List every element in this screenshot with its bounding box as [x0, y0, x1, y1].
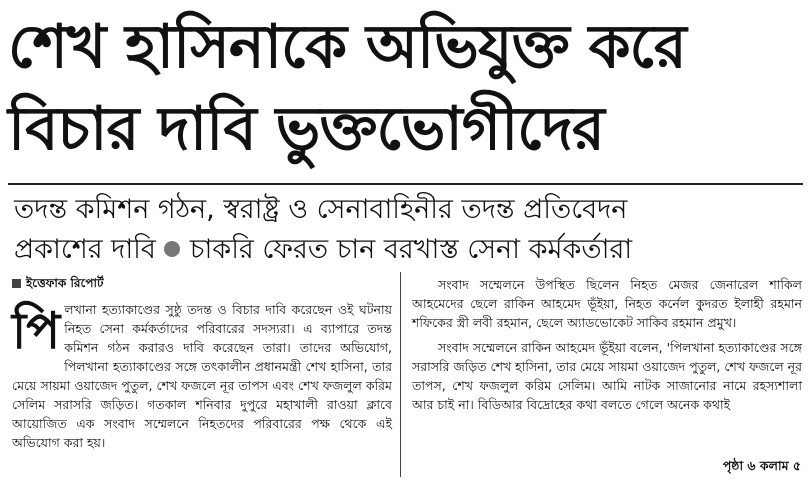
- square-bullet-icon: [12, 279, 21, 288]
- article-body-left: লখানা হত্যাকাণ্ডের সুষ্ঠু তদন্ত ও বিচার দাবি করেছেন ওই ঘটনায় নিহত সেনা কর্মকর্তাদের পরিবারের সদস্যরা। এ ব্যাপারে তদন্ত কমিশন গঠন করারও দাবি করেছেন তারা। তাদের অভিযোগ, পিলখানা হত্যাকাণ্ডের সঙ্গে তৎকালীন প্রধানমন্ত্রী শেখ হাসিনা, তার মেয়ে সায়মা ওয়াজেদ পুতুল, শেখ ফজলে নূর তাপস এবং শেখ ফজলুল করিম সেলিম সরাসরি জড়িত। গতকাল শনিবার দুপুরে মহাখালী রাওয়া ক্লাবে আয়োজিত এক সংবাদ সম্মেলনে নিহতদের পরিবারের পক্ষ থেকে এই অভিযোগ করা হয়।: [12, 302, 392, 450]
- reporter-name: ইত্তেফাক রিপোর্ট: [26, 276, 104, 290]
- subheadline-line-1: তদন্ত কমিশন গঠন, স্বরাষ্ট্র ও সেনাবাহিনীর তদন্ত প্রতিবেদন: [14, 194, 628, 225]
- headline-line-2: বিচার দাবি ভুক্তভোগীদের: [8, 94, 604, 164]
- subheadline-part-b: চাকরি ফেরত চান বরখাস্ত সেনা কর্মকর্তারা: [189, 234, 633, 265]
- article-column-left: [12, 300, 392, 452]
- subheadline-part-a: প্রকাশের দাবি: [14, 234, 156, 265]
- article-paragraph-1: সংবাদ সম্মেলনে উপস্থিত ছিলেন নিহত মেজর জেনারেল শাকিল আহমেদের ছেলে রাকিন আহমেদ ভূঁইয়া, নিহত কর্নেল কুদরত ইলাহী রহমান শফিকের স্ত্রী লবী রহমান, ছেলে অ্যাডভোকেট সাকিব রহমান প্রমুখ।: [412, 277, 802, 330]
- continued-on-page: পৃষ্ঠা ৬ কলাম ৫: [722, 458, 801, 473]
- article-column-right: [412, 275, 802, 420]
- subheadline-line-2: [14, 230, 804, 270]
- headline-divider: [8, 183, 803, 185]
- column-divider: [400, 272, 401, 477]
- reporter-byline: [12, 275, 104, 295]
- article-paragraph-2: সংবাদ সম্মেলনে রাকিন আহমেদ ভূঁইয়া বলেন, 'পিলখানা হত্যাকাণ্ডের সঙ্গে সরাসরি জড়িত শেখ হাসিনা, তার মেয়ে সায়মা ওয়াজেদ পুতুল, শেখ ফজলে নূর তাপস, শেখ ফজলুল করিম সেলিম। আমি নাটক সাজানোর নামে রহস্যশালা আর চাই না। বিডিআর বিদ্রোহের কথা বলতে গেলে অনেক কথাই: [412, 340, 802, 412]
- drop-cap: পি: [12, 302, 61, 360]
- headline-line-1: শেখ হাসিনাকে অভিযুক্ত করে: [8, 12, 686, 82]
- headline: [8, 6, 803, 170]
- subheadline: [14, 190, 804, 270]
- bullet-icon: [164, 241, 180, 257]
